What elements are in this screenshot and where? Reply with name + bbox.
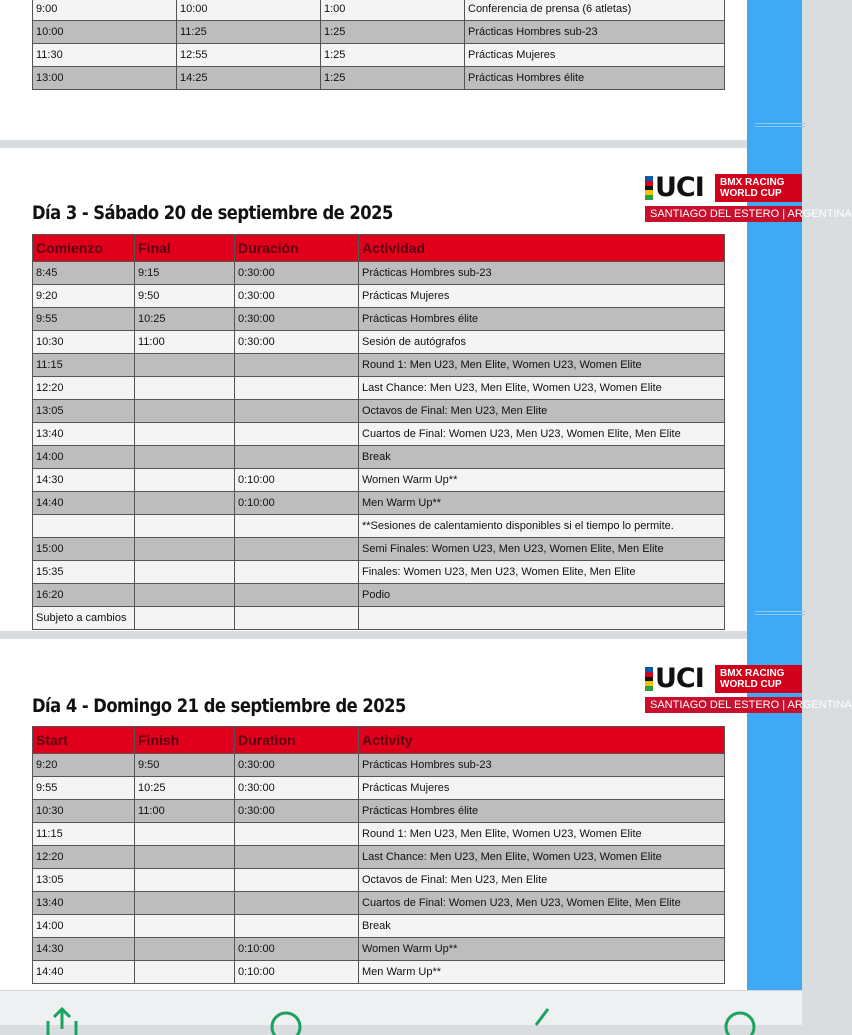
table-cell: 9:55 [33,308,135,331]
table-cell [135,446,235,469]
circle-more-icon[interactable] [720,1005,760,1035]
table-cell: 11:30 [33,44,177,67]
table-row [33,0,725,21]
table-row [33,331,725,354]
table-cell: 9:50 [135,285,235,308]
table-cell: Prácticas Hombres élite [359,800,725,823]
document-page-3 [0,639,852,990]
table-cell: Finales: Women U23, Men U23, Women Elite, Men Elite [359,561,725,584]
divider [755,123,805,124]
day4-title: Día 4 - Domingo 21 de septiembre de 2025 [32,695,406,717]
table-cell: 14:40 [33,492,135,515]
rainbow-stripes-icon [645,176,653,200]
logo-badge [715,665,802,693]
table-cell: 14:25 [177,67,321,90]
table-cell: 10:25 [135,777,235,800]
table-cell [135,607,235,630]
badge-line1: BMX RACING [720,668,785,679]
table-cell: **Sesiones de calentamiento disponibles si el tiempo lo permite. [359,515,725,538]
table-cell: 14:30 [33,938,135,961]
table-cell: 9:20 [33,754,135,777]
column-header: Comienzo [33,235,135,262]
table-row [33,44,725,67]
table-cell: Prácticas Mujeres [359,777,725,800]
table-cell [135,354,235,377]
table-cell: Women Warm Up** [359,938,725,961]
table-cell [235,400,359,423]
badge-line2: WORLD CUP [720,188,782,199]
table-cell [235,915,359,938]
table-cell: Octavos de Final: Men U23, Men Elite [359,869,725,892]
table-cell: 9:50 [135,754,235,777]
table-cell: 13:40 [33,892,135,915]
table-cell: 13:40 [33,423,135,446]
table-cell: 0:30:00 [235,800,359,823]
table-row [33,21,725,44]
table-row [33,308,725,331]
table-cell [235,846,359,869]
column-header: Final [135,235,235,262]
table-cell [235,823,359,846]
table-cell: Semi Finales: Women U23, Men U23, Women Elite, Men Elite [359,538,725,561]
table-cell: Cuartos de Final: Women U23, Men U23, Women Elite, Men Elite [359,892,725,915]
table-row [33,285,725,308]
table-cell: 10:25 [135,308,235,331]
table-row [33,800,725,823]
table-cell: Round 1: Men U23, Men Elite, Women U23, Women Elite [359,823,725,846]
table-cell [235,869,359,892]
table-cell: 0:30:00 [235,754,359,777]
table-cell [135,823,235,846]
table-cell: 1:25 [321,21,465,44]
table-cell [235,515,359,538]
table-cell: 0:30:00 [235,285,359,308]
table-cell: 15:00 [33,538,135,561]
table-cell [235,538,359,561]
table-cell: 0:10:00 [235,938,359,961]
column-header: Activity [359,727,725,754]
table-cell: 1:00 [321,0,465,21]
table-cell [235,892,359,915]
table-cell [235,377,359,400]
table-cell: 0:30:00 [235,262,359,285]
table-cell: Last Chance: Men U23, Men Elite, Women U23, Women Elite [359,377,725,400]
divider [755,611,805,612]
table-cell: Break [359,446,725,469]
table-cell: Round 1: Men U23, Men Elite, Women U23, Women Elite [359,354,725,377]
table-cell: 9:20 [33,285,135,308]
table-cell [135,584,235,607]
table-cell: 15:35 [33,561,135,584]
table-row [33,515,725,538]
table-cell: 0:30:00 [235,331,359,354]
table-cell: Prácticas Mujeres [465,44,725,67]
table-cell [135,469,235,492]
table-row [33,607,725,630]
table-cell: Prácticas Mujeres [359,285,725,308]
logo-location: SANTIAGO DEL ESTERO | ARGENTINA [645,697,802,713]
table-cell: 10:30 [33,800,135,823]
table-cell: 0:10:00 [235,492,359,515]
table-row [33,377,725,400]
table-cell [135,938,235,961]
table-cell [135,423,235,446]
rainbow-stripes-icon [645,667,653,691]
table-cell [135,869,235,892]
table-cell: Prácticas Hombres sub-23 [465,21,725,44]
column-header: Duration [235,727,359,754]
table-cell: 1:25 [321,67,465,90]
side-scroll-area [747,0,802,990]
table-row [33,823,725,846]
table-cell [135,515,235,538]
table-cell: 0:10:00 [235,961,359,984]
table-cell [235,607,359,630]
column-header: Finish [135,727,235,754]
table-row [33,354,725,377]
table-row [33,846,725,869]
table-row [33,938,725,961]
table-cell: Octavos de Final: Men U23, Men Elite [359,400,725,423]
table-row [33,777,725,800]
column-header: Duración [235,235,359,262]
badge-line1: BMX RACING [720,177,785,188]
table-cell [135,400,235,423]
table-row [33,492,725,515]
table-cell: 12:55 [177,44,321,67]
share-icon[interactable] [42,1005,82,1035]
table-cell: Conferencia de prensa (6 atletas) [465,0,725,21]
table-cell [135,538,235,561]
table-cell: Last Chance: Men U23, Men Elite, Women U23, Women Elite [359,846,725,869]
table-row [33,892,725,915]
column-header: Start [33,727,135,754]
table-cell: 10:00 [33,21,177,44]
uci-logo [645,172,852,222]
divider [755,614,805,615]
circle-action-icon[interactable] [266,1005,306,1035]
table-cell: Podio [359,584,725,607]
table-row [33,754,725,777]
table-cell: 0:10:00 [235,469,359,492]
table-row [33,423,725,446]
table-cell [235,561,359,584]
table-cell: Men Warm Up** [359,492,725,515]
table-cell: 11:25 [177,21,321,44]
table-cell [33,515,135,538]
table-cell: 13:00 [33,67,177,90]
table-cell: Prácticas Hombres élite [359,308,725,331]
divider [755,126,805,127]
edit-icon[interactable] [522,1005,562,1035]
table-cell: 0:30:00 [235,308,359,331]
table-row [33,915,725,938]
table-cell [135,961,235,984]
table-row [33,584,725,607]
table-cell: 14:00 [33,915,135,938]
table-cell: Cuartos de Final: Women U23, Men U23, Women Elite, Men Elite [359,423,725,446]
table-cell [135,377,235,400]
bottom-toolbar [0,990,802,1025]
table-cell [235,446,359,469]
column-header: Actividad [359,235,725,262]
table-row [33,400,725,423]
table-row [33,262,725,285]
table-cell [359,607,725,630]
table-cell: 12:20 [33,377,135,400]
table-cell: 1:25 [321,44,465,67]
table-cell: 9:00 [33,0,177,21]
table-cell: 13:05 [33,400,135,423]
table-cell: Men Warm Up** [359,961,725,984]
table-row [33,561,725,584]
table-cell: Subjeto a cambios [33,607,135,630]
table-cell: Women Warm Up** [359,469,725,492]
table-cell: 9:15 [135,262,235,285]
table-cell: 14:30 [33,469,135,492]
document-page-1 [0,0,747,140]
table-cell [135,915,235,938]
table-cell: 14:00 [33,446,135,469]
table-cell: Prácticas Hombres sub-23 [359,754,725,777]
table-cell: 11:15 [33,823,135,846]
logo-badge [715,174,802,202]
table-cell: 16:20 [33,584,135,607]
table-header-row [33,727,725,754]
table-cell: 11:15 [33,354,135,377]
day4-schedule-table [32,726,725,984]
table-cell: 8:45 [33,262,135,285]
table-row [33,961,725,984]
table-cell [135,846,235,869]
table-cell: 0:30:00 [235,777,359,800]
logo-word: UCI [655,663,704,694]
table-cell: 13:05 [33,869,135,892]
day3-title: Día 3 - Sábado 20 de septiembre de 2025 [32,202,393,224]
table-cell: 11:00 [135,800,235,823]
table-cell: Prácticas Hombres élite [465,67,725,90]
table-row [33,869,725,892]
table-cell [235,354,359,377]
table-cell: 12:20 [33,846,135,869]
table-cell [135,892,235,915]
document-page-2 [0,148,852,631]
table-cell [235,584,359,607]
table-header-row [33,235,725,262]
table-cell [135,561,235,584]
table-cell: 14:40 [33,961,135,984]
table-row [33,469,725,492]
day3-schedule-table [32,234,725,630]
table-cell: 10:30 [33,331,135,354]
table-cell [235,423,359,446]
table-cell [135,492,235,515]
table-cell: Prácticas Hombres sub-23 [359,262,725,285]
table-row [33,538,725,561]
badge-line2: WORLD CUP [720,679,782,690]
table-row [33,446,725,469]
table-cell: Break [359,915,725,938]
table-cell: 11:00 [135,331,235,354]
table-cell: 10:00 [177,0,321,21]
day2-schedule-table [32,0,725,90]
uci-logo [645,663,852,713]
table-cell: 9:55 [33,777,135,800]
table-row [33,67,725,90]
logo-word: UCI [655,172,704,203]
logo-location: SANTIAGO DEL ESTERO | ARGENTINA [645,206,802,222]
table-cell: Sesión de autógrafos [359,331,725,354]
